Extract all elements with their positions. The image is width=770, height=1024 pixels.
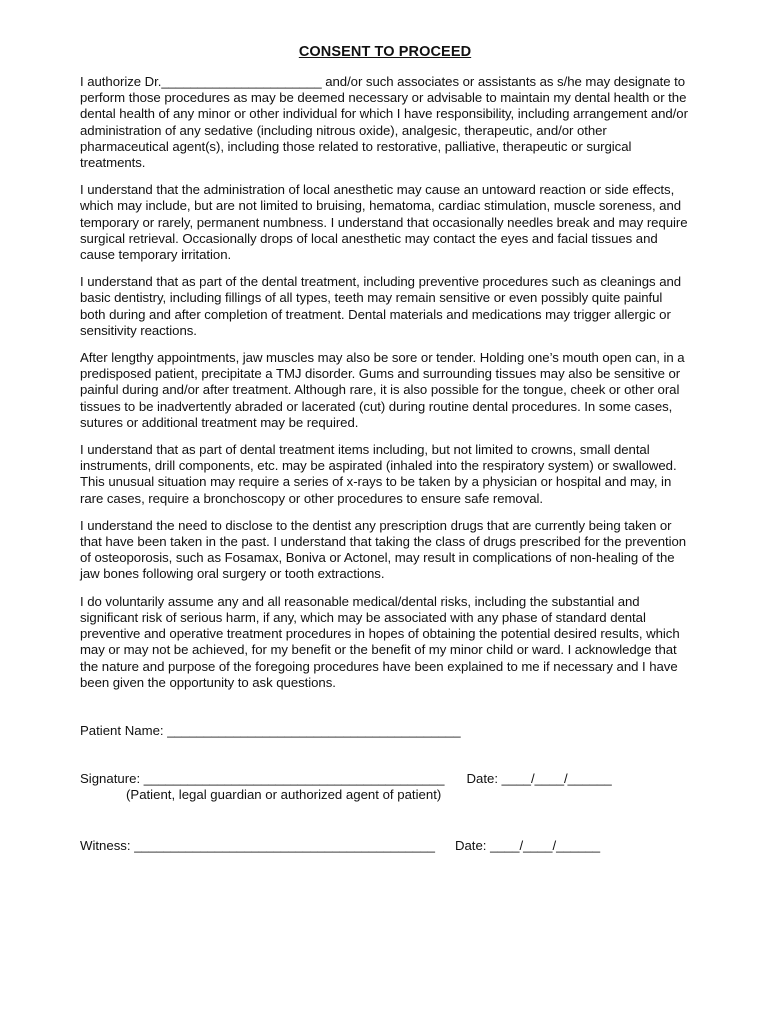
paragraph-assume-risks: I do voluntarily assume any and all reasonable medical/dental risks, including the substantial and significant risk of serious harm, if any, which may be associated with any phase of standard dental preventive and operative treatment procedures in hopes of obtaining the potential desired results, which may or may not be achieved, for my benefit or the benefit of my minor child or ward. I acknowledge that the nature and purpose of the foregoing procedures have been explained to me if necessary and I have been given the opportunity to ask questions. bbox=[80, 593, 680, 690]
patient-name-field: Patient Name: ________________________________________ bbox=[80, 722, 461, 738]
signature-field: Signature: _________________________________________ bbox=[80, 771, 445, 787]
signature-date-field: Date: ____/____/______ bbox=[466, 771, 612, 787]
document-title: CONSENT TO PROCEED bbox=[298, 44, 472, 60]
paragraph-prescription-drugs: I understand the need to disclose to the dentist any prescription drugs that are currently being taken or that have been taken in the past. I understand that taking the class of drugs prescribed for the prevention of osteoporosis, such as Fosamax, Boniva or Actonel, may result in complications of non-healing of the jaw bones following oral surgery or tooth extractions. bbox=[80, 517, 687, 582]
witness-row bbox=[80, 838, 690, 854]
paragraph-anesthetic: I understand that the administration of local anesthetic may cause an untoward reaction or side effects, which may include, but are not limited to bruising, hematoma, cardiac stimulation, muscle soreness, and temporary or rarely, permanent numbness. I understand that occasionally needles break and may require surgical retrieval. Occasionally drops of local anesthetic may contact the eyes and facial tissues and cause temporary irritation. bbox=[80, 182, 688, 263]
paragraph-jaw-muscles: After lengthy appointments, jaw muscles may also be sore or tender. Holding one’s mouth open can, in a predisposed patient, precipitate a TMJ disorder. Gums and surrounding tissues may also be sensitive or painful during and/or after treatment. Although rare, it is also possible for the tongue, cheek or other oral tissues to be inadvertently abraded or lacerated (cut) during routine dental procedures. In some cases, sutures or additional treatment may be required. bbox=[80, 350, 685, 430]
signature-row bbox=[80, 771, 690, 787]
signature-note: (Patient, legal guardian or authorized agent of patient) bbox=[126, 787, 442, 803]
paragraph-authorization: I authorize Dr.______________________ and/or such associates or assistants as s/he may designate to perform those procedures as may be deemed necessary or advisable to maintain my dental health or the dental health of any minor or other individual for which I have responsibility, including arrangement and/or administration of any sedative (including nitrous oxide), analgesic, therapeutic, and/or other pharmaceutical agent(s), including those related to restorative, palliative, therapeutic or surgical treatments. bbox=[80, 74, 688, 171]
paragraph-sensitivity: I understand that as part of the dental treatment, including preventive procedures such as cleanings and basic dentistry, including fillings of all types, teeth may remain sensitive or even possibly quite painful both during and after completion of treatment. Dental materials and medications may trigger allergic or sensitivity reactions. bbox=[80, 274, 682, 338]
witness-field: Witness: _________________________________________ bbox=[80, 837, 435, 853]
signature-fields bbox=[80, 723, 690, 854]
paragraph-aspiration: I understand that as part of dental treatment items including, but not limited to crowns, small dental instruments, drill components, etc. may be aspirated (inhaled into the respiratory system) or swallowed. This unusual situation may require a series of x-rays to be taken by a physician or hospital and may, in rare cases, require a bronchoscopy or other procedures to ensure safe removal. bbox=[80, 442, 677, 506]
witness-date-field: Date: ____/____/______ bbox=[454, 837, 601, 853]
